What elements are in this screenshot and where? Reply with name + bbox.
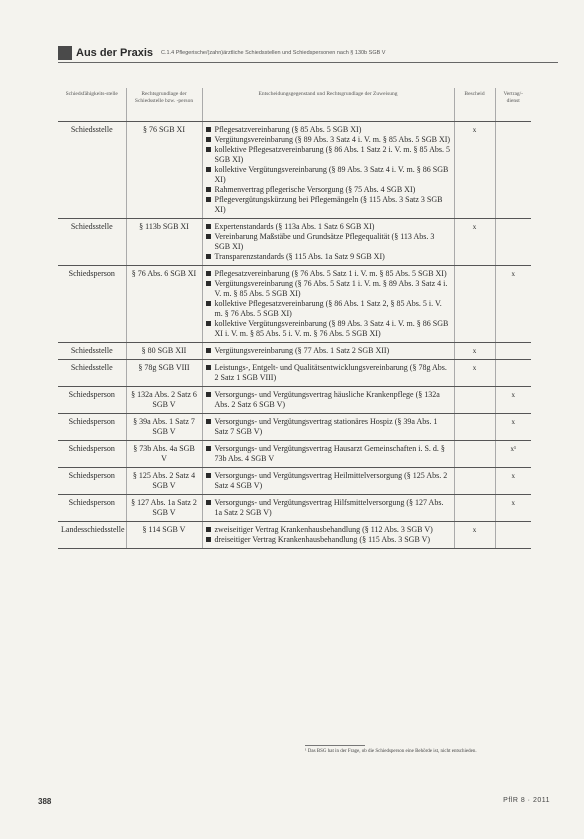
subject-matter-cell — [202, 494, 454, 521]
decision-mark-cell — [454, 386, 495, 413]
footnote: ¹ Das BSG hat in der Frage, ob die Schiedsperson eine Behörde ist, nicht entschieden. — [305, 749, 477, 754]
list-item-text: Vereinbarung Maßstäbe und Grundsätze Pflegequalität (§ 113 Abs. 3 SGB XI) — [214, 231, 435, 251]
list-item-text: kollektive Vergütungsvereinbarung (§ 89 Abs. 3 Satz 4 i. V. m. § 86 SGB XI) — [214, 164, 449, 184]
list-item — [206, 525, 451, 535]
list-item — [206, 363, 451, 383]
subject-list — [206, 346, 451, 356]
square-bullet-icon — [206, 224, 211, 229]
table-row — [58, 413, 531, 440]
legal-basis-cell: § 73b Abs. 4a SGB V — [126, 440, 202, 467]
section-title: Aus der Praxis — [76, 47, 154, 59]
journal-reference: PflR 8 · 2011 — [503, 797, 550, 804]
subject-matter-cell — [202, 218, 454, 265]
subject-matter-cell — [202, 386, 454, 413]
header-square-icon — [58, 46, 72, 60]
page-number: 388 — [38, 797, 52, 806]
square-bullet-icon — [206, 281, 211, 286]
subject-matter-cell — [202, 342, 454, 359]
legal-basis-cell: § 113b SGB XI — [126, 218, 202, 265]
table-header-cell: Entscheidungsgegenstand und Rechtsgrundlage der Zuweisung — [202, 88, 454, 121]
table-row — [58, 521, 531, 548]
square-bullet-icon — [206, 187, 211, 192]
authority-type-cell: Schiedsperson — [58, 494, 126, 521]
decision-mark-cell — [454, 265, 495, 342]
square-bullet-icon — [206, 527, 211, 532]
section-subtitle: C.1.4 Pflegerische/(zahn)ärztliche Schiedsstellen und Schiedspersonen nach § 130b SGB V — [161, 50, 386, 56]
contract-mark-cell — [495, 521, 531, 548]
subject-matter-cell — [202, 265, 454, 342]
list-item — [206, 299, 451, 319]
subject-list — [206, 125, 451, 215]
authority-type-cell: Schiedsperson — [58, 440, 126, 467]
legal-basis-cell: § 114 SGB V — [126, 521, 202, 548]
list-item-text: Pflegevergütungskürzung bei Pflegemängeln (§ 115 Abs. 3 Satz 3 SGB XI) — [214, 194, 443, 214]
list-item — [206, 471, 451, 491]
list-item-text: Versorgungs- und Vergütungsvertrag häusliche Krankenpflege (§ 132a Abs. 2 Satz 6 SGB V) — [214, 389, 440, 409]
list-item — [206, 135, 451, 145]
list-item-text: kollektive Vergütungsvereinbarung (§ 89 Abs. 3 Satz 4 i. V. m. § 86 SGB XI i. V. m. § 85 Abs. 5 i. V. m. § 76 Abs. 5 SGB XI) — [214, 318, 449, 338]
subject-matter-cell — [202, 359, 454, 386]
list-item-text: Versorgungs- und Vergütungsvertrag Hilfsmittelversorgung (§ 127 Abs. 1a Satz 2 SGB V) — [214, 497, 444, 517]
list-item — [206, 252, 451, 262]
list-item-text: Vergütungsvereinbarung (§ 76 Abs. 5 Satz 1 i. V. m. § 89 Abs. 3 Satz 4 i. V. m. § 85 Abs. 5 SGB XI) — [214, 278, 448, 298]
square-bullet-icon — [206, 473, 211, 478]
subject-matter-cell — [202, 440, 454, 467]
contract-mark-cell: x — [495, 413, 531, 440]
list-item-text: Vergütungsvereinbarung (§ 77 Abs. 1 Satz 2 SGB XII) — [214, 345, 390, 355]
list-item — [206, 185, 451, 195]
authority-type-cell: Schiedsperson — [58, 386, 126, 413]
subject-list — [206, 471, 451, 491]
authority-type-cell: Landesschiedsstelle — [58, 521, 126, 548]
table-header-cell: Bescheid — [454, 88, 495, 121]
list-item-text: kollektive Pflegesatzvereinbarung (§ 86 Abs. 1 Satz 2, § 85 Abs. 5 i. V. m. § 76 Abs. 5 SGB XI) — [214, 298, 442, 318]
authority-type-cell: Schiedsstelle — [58, 121, 126, 218]
list-item-text: Pflegesatzvereinbarung (§ 85 Abs. 5 SGB XI) — [214, 124, 362, 134]
legal-basis-cell: § 80 SGB XII — [126, 342, 202, 359]
table-header-cell: Rechtsgrundlage der Schiedsstelle bzw. -person — [126, 88, 202, 121]
square-bullet-icon — [206, 321, 211, 326]
subject-matter-cell — [202, 467, 454, 494]
table-row — [58, 386, 531, 413]
decision-mark-cell — [454, 440, 495, 467]
authority-type-cell: Schiedsperson — [58, 467, 126, 494]
footnote-divider — [305, 745, 365, 746]
square-bullet-icon — [206, 537, 211, 542]
square-bullet-icon — [206, 419, 211, 424]
authority-type-cell: Schiedsstelle — [58, 218, 126, 265]
list-item-text: Leistungs-, Entgelt- und Qualitätsentwicklungsvereinbarung (§ 78g Abs. 2 Satz 1 SGB VIII) — [214, 362, 447, 382]
decision-mark-cell: x — [454, 342, 495, 359]
list-item — [206, 165, 451, 185]
table-header-cell: Schiedsfähigkeits-stelle — [58, 88, 126, 121]
schiedsstellen-table — [58, 88, 531, 549]
list-item-text: Rahmenvertrag pflegerische Versorgung (§ 75 Abs. 4 SGB XI) — [214, 184, 416, 194]
list-item-text: Vergütungsvereinbarung (§ 89 Abs. 3 Satz 4 i. V. m. § 85 Abs. 5 SGB XI) — [214, 134, 451, 144]
decision-mark-cell — [454, 494, 495, 521]
square-bullet-icon — [206, 197, 211, 202]
list-item — [206, 319, 451, 339]
list-item-text: kollektive Pflegesatzvereinbarung (§ 86 Abs. 1 Satz 2 i. V. m. § 85 Abs. 5 SGB XI) — [214, 144, 450, 164]
subject-list — [206, 390, 451, 410]
table-row — [58, 440, 531, 467]
list-item — [206, 444, 451, 464]
contract-mark-cell: x — [495, 494, 531, 521]
list-item — [206, 222, 451, 232]
decision-mark-cell: x — [454, 218, 495, 265]
subject-list — [206, 417, 451, 437]
table-row — [58, 467, 531, 494]
list-item — [206, 125, 451, 135]
subject-list — [206, 498, 451, 518]
list-item-text: Versorgungs- und Vergütungsvertrag stationäres Hospiz (§ 39a Abs. 1 Satz 7 SGB V) — [214, 416, 438, 436]
subject-list — [206, 222, 451, 262]
contract-mark-cell — [495, 218, 531, 265]
table-row — [58, 342, 531, 359]
contract-mark-cell: x — [495, 386, 531, 413]
list-item-text: Transparenzstandards (§ 115 Abs. 1a Satz 9 SGB XI) — [214, 251, 385, 261]
header-divider — [58, 62, 558, 63]
square-bullet-icon — [206, 254, 211, 259]
legal-basis-cell: § 39a Abs. 1 Satz 7 SGB V — [126, 413, 202, 440]
list-item — [206, 195, 451, 215]
square-bullet-icon — [206, 137, 211, 142]
decision-mark-cell — [454, 467, 495, 494]
legal-basis-cell: § 76 Abs. 6 SGB XI — [126, 265, 202, 342]
list-item-text: Versorgungs- und Vergütungsvertrag Heilmittelversorgung (§ 125 Abs. 2 Satz 4 SGB V) — [214, 470, 448, 490]
subject-list — [206, 269, 451, 339]
table-header-cell: Vertrag/-dienst — [495, 88, 531, 121]
square-bullet-icon — [206, 365, 211, 370]
square-bullet-icon — [206, 147, 211, 152]
square-bullet-icon — [206, 348, 211, 353]
contract-mark-cell: x — [495, 467, 531, 494]
authority-type-cell: Schiedsstelle — [58, 359, 126, 386]
table-row — [58, 359, 531, 386]
legal-basis-cell: § 132a Abs. 2 Satz 6 SGB V — [126, 386, 202, 413]
subject-matter-cell — [202, 413, 454, 440]
subject-matter-cell — [202, 521, 454, 548]
list-item — [206, 346, 451, 356]
contract-mark-cell: x¹ — [495, 440, 531, 467]
legal-basis-cell: § 76 SGB XI — [126, 121, 202, 218]
list-item — [206, 535, 451, 545]
authority-type-cell: Schiedsperson — [58, 413, 126, 440]
authority-type-cell: Schiedsperson — [58, 265, 126, 342]
square-bullet-icon — [206, 167, 211, 172]
square-bullet-icon — [206, 234, 211, 239]
list-item — [206, 269, 451, 279]
table-row — [58, 121, 531, 218]
list-item-text: Versorgungs- und Vergütungsvertrag Hausarzt Gemeinschaften i. S. d. § 73b Abs. 4 SGB V — [214, 443, 445, 463]
square-bullet-icon — [206, 500, 211, 505]
subject-list — [206, 444, 451, 464]
contract-mark-cell — [495, 342, 531, 359]
decision-mark-cell: x — [454, 121, 495, 218]
contract-mark-cell — [495, 121, 531, 218]
decision-mark-cell: x — [454, 359, 495, 386]
legal-basis-cell: § 125 Abs. 2 Satz 4 SGB V — [126, 467, 202, 494]
square-bullet-icon — [206, 301, 211, 306]
contract-mark-cell — [495, 359, 531, 386]
legal-basis-cell: § 127 Abs. 1a Satz 2 SGB V — [126, 494, 202, 521]
list-item-text: Expertenstandards (§ 113a Abs. 1 Satz 6 SGB XI) — [214, 221, 375, 231]
list-item-text: dreiseitiger Vertrag Krankenhausbehandlung (§ 115 Abs. 3 SGB V) — [214, 534, 431, 544]
table-row — [58, 218, 531, 265]
square-bullet-icon — [206, 127, 211, 132]
square-bullet-icon — [206, 271, 211, 276]
list-item — [206, 232, 451, 252]
table-header-row — [58, 88, 531, 121]
subject-matter-cell — [202, 121, 454, 218]
table-row — [58, 494, 531, 521]
subject-list — [206, 525, 451, 545]
decision-mark-cell — [454, 413, 495, 440]
list-item — [206, 390, 451, 410]
list-item — [206, 498, 451, 518]
decision-mark-cell: x — [454, 521, 495, 548]
list-item — [206, 279, 451, 299]
square-bullet-icon — [206, 446, 211, 451]
list-item — [206, 145, 451, 165]
legal-basis-cell: § 78g SGB VIII — [126, 359, 202, 386]
square-bullet-icon — [206, 392, 211, 397]
list-item-text: Pflegesatzvereinbarung (§ 76 Abs. 5 Satz 1 i. V. m. § 85 Abs. 5 SGB XI) — [214, 268, 447, 278]
authority-type-cell: Schiedsstelle — [58, 342, 126, 359]
contract-mark-cell: x — [495, 265, 531, 342]
table-row — [58, 265, 531, 342]
section-header — [58, 44, 558, 62]
subject-list — [206, 363, 451, 383]
list-item-text: zweiseitiger Vertrag Krankenhausbehandlung (§ 112 Abs. 3 SGB V) — [214, 524, 433, 534]
list-item — [206, 417, 451, 437]
